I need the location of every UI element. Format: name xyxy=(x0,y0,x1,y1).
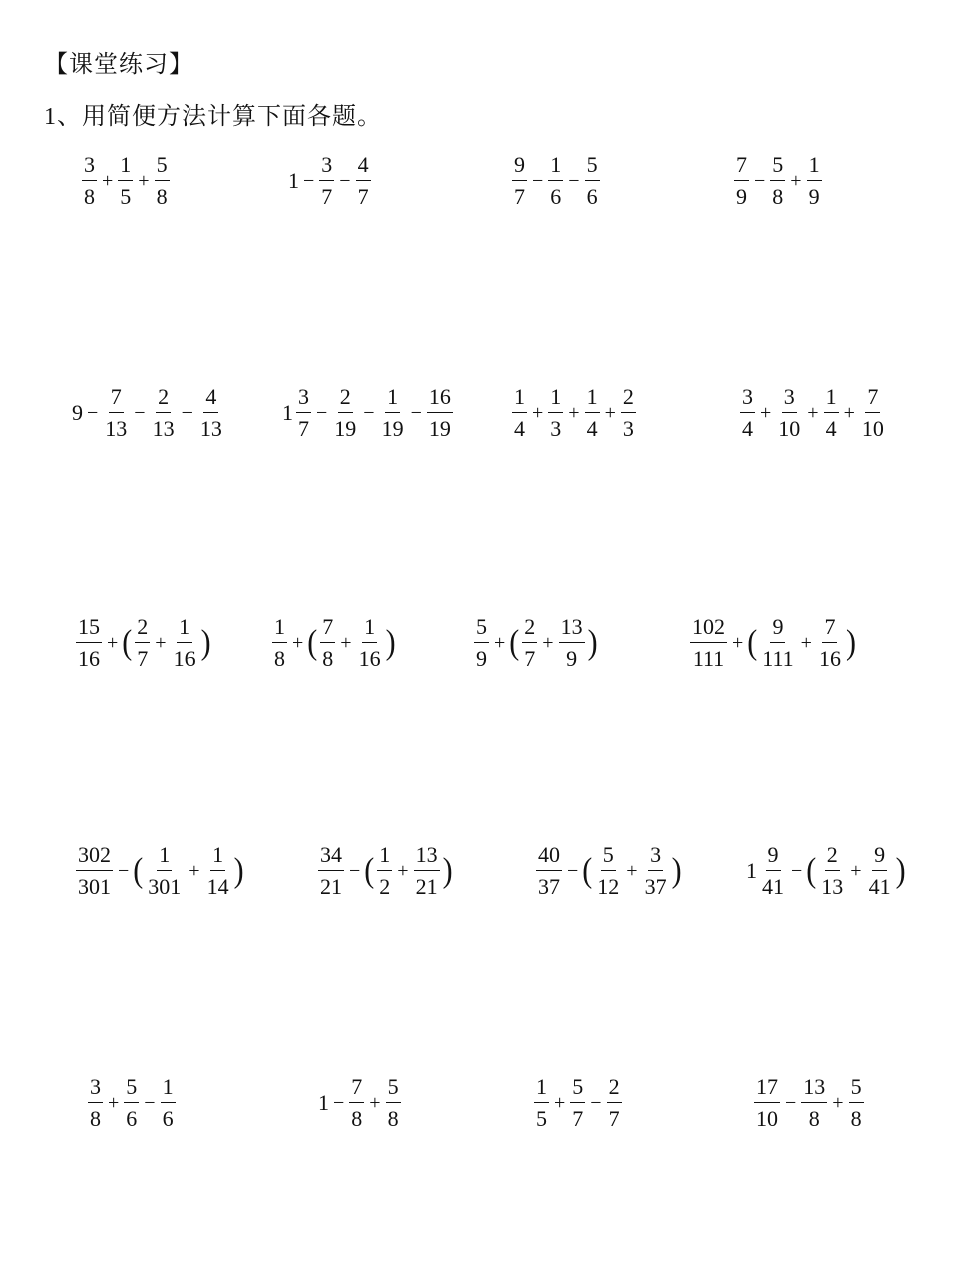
numerator: 5 xyxy=(386,1076,401,1103)
numerator: 3 xyxy=(82,154,97,181)
operator: − xyxy=(568,170,580,192)
denominator: 8 xyxy=(156,184,168,209)
fraction xyxy=(356,154,371,208)
numerator: 34 xyxy=(318,844,344,871)
operator: + xyxy=(107,632,119,654)
problem-13 xyxy=(74,844,245,898)
operator: − xyxy=(363,402,375,424)
numerator: 2 xyxy=(135,616,150,643)
whole-number: 1 xyxy=(746,858,757,883)
numerator: 102 xyxy=(690,616,727,643)
numerator: 7 xyxy=(734,154,749,181)
denominator: 7 xyxy=(608,1106,620,1131)
parenthesis: ) xyxy=(200,623,211,662)
operator: + xyxy=(832,1092,844,1114)
fraction xyxy=(867,844,893,898)
operator: + xyxy=(397,860,409,882)
fraction xyxy=(319,154,334,208)
denominator: 4 xyxy=(825,416,837,441)
numerator: 13 xyxy=(801,1076,827,1103)
fraction xyxy=(643,844,669,898)
numerator: 16 xyxy=(427,386,453,413)
problem-18 xyxy=(318,1076,403,1130)
denominator: 5 xyxy=(536,1106,547,1131)
fraction xyxy=(690,616,727,670)
operator: − xyxy=(349,860,361,882)
parenthesis: ) xyxy=(385,623,396,662)
fraction xyxy=(427,386,453,440)
operator: + xyxy=(108,1092,120,1114)
denominator: 19 xyxy=(428,416,451,441)
parenthesis: ) xyxy=(845,623,856,662)
denominator: 14 xyxy=(206,874,229,899)
fraction xyxy=(824,386,839,440)
fraction xyxy=(414,844,440,898)
denominator: 13 xyxy=(105,416,128,441)
exercise-instruction: 1、用简便方法计算下面各题。 xyxy=(44,104,382,130)
fraction xyxy=(205,844,231,898)
problem-10 xyxy=(270,616,397,670)
fraction xyxy=(357,616,383,670)
fraction xyxy=(760,844,786,898)
denominator: 6 xyxy=(586,184,598,209)
fraction xyxy=(377,844,392,898)
fraction xyxy=(124,1076,139,1130)
fraction xyxy=(559,616,585,670)
denominator: 8 xyxy=(850,1106,862,1131)
denominator: 41 xyxy=(762,874,784,899)
whole-number: 1 xyxy=(282,400,293,425)
denominator: 41 xyxy=(868,874,891,899)
denominator: 8 xyxy=(274,646,285,671)
fraction xyxy=(734,154,749,208)
operator: + xyxy=(494,632,506,654)
numerator: 5 xyxy=(601,844,616,871)
fraction xyxy=(595,844,621,898)
numerator: 17 xyxy=(754,1076,780,1103)
operator: − xyxy=(567,860,579,882)
operator: − xyxy=(144,1092,156,1114)
numerator: 4 xyxy=(356,154,371,181)
denominator: 19 xyxy=(334,416,357,441)
fraction xyxy=(776,386,802,440)
denominator: 9 xyxy=(566,646,578,671)
denominator: 301 xyxy=(148,874,182,899)
operator: − xyxy=(532,170,544,192)
denominator: 5 xyxy=(120,184,132,209)
denominator: 8 xyxy=(772,184,784,209)
fraction xyxy=(349,1076,364,1130)
fraction xyxy=(161,1076,176,1130)
denominator: 10 xyxy=(861,416,884,441)
denominator: 8 xyxy=(387,1106,399,1131)
fraction xyxy=(155,154,170,208)
fraction xyxy=(320,616,335,670)
fraction xyxy=(76,844,113,898)
operator: − xyxy=(316,402,328,424)
denominator: 9 xyxy=(476,646,487,671)
fraction xyxy=(860,386,886,440)
denominator: 7 xyxy=(514,184,525,209)
problem-1 xyxy=(80,154,172,208)
parenthesis: ) xyxy=(671,851,682,890)
problem-9 xyxy=(74,616,212,670)
operator: − xyxy=(791,860,803,882)
operator: − xyxy=(118,860,130,882)
numerator: 2 xyxy=(607,1076,622,1103)
fraction xyxy=(585,154,600,208)
numerator: 5 xyxy=(849,1076,864,1103)
fraction xyxy=(88,1076,103,1130)
numerator: 5 xyxy=(585,154,600,181)
numerator: 7 xyxy=(320,616,335,643)
numerator: 1 xyxy=(548,154,563,181)
numerator: 7 xyxy=(865,386,880,413)
numerator: 1 xyxy=(548,386,563,413)
fraction xyxy=(474,616,489,670)
numerator: 1 xyxy=(534,1076,549,1103)
operator: + xyxy=(800,632,812,654)
fraction xyxy=(332,386,358,440)
operator: − xyxy=(410,402,422,424)
fraction xyxy=(570,1076,585,1130)
numerator: 3 xyxy=(296,386,311,413)
operator: + xyxy=(732,632,744,654)
numerator: 1 xyxy=(272,616,287,643)
fraction xyxy=(272,616,287,670)
fraction xyxy=(534,1076,549,1130)
fraction xyxy=(296,386,311,440)
numerator: 40 xyxy=(536,844,562,871)
denominator: 4 xyxy=(514,416,525,441)
parenthesis: ) xyxy=(233,851,244,890)
denominator: 8 xyxy=(84,184,95,209)
fraction xyxy=(536,844,562,898)
whole-number: 9 xyxy=(72,400,83,425)
numerator: 1 xyxy=(210,844,225,871)
operator: + xyxy=(626,860,638,882)
operator: + xyxy=(850,860,862,882)
problem-7 xyxy=(510,386,638,440)
fraction xyxy=(770,154,785,208)
operator: + xyxy=(807,402,819,424)
numerator: 9 xyxy=(766,844,781,871)
operator: + xyxy=(188,860,200,882)
denominator: 16 xyxy=(358,646,381,671)
denominator: 16 xyxy=(173,646,196,671)
denominator: 21 xyxy=(320,874,342,899)
fraction xyxy=(849,1076,864,1130)
operator: − xyxy=(181,402,193,424)
numerator: 4 xyxy=(203,386,218,413)
denominator: 6 xyxy=(162,1106,174,1131)
operator: − xyxy=(333,1092,345,1114)
denominator: 16 xyxy=(78,646,100,671)
fraction xyxy=(151,386,177,440)
denominator: 19 xyxy=(381,416,404,441)
problem-2 xyxy=(288,154,373,208)
fraction xyxy=(740,386,755,440)
problem-11 xyxy=(472,616,599,670)
operator: − xyxy=(339,170,351,192)
parenthesis: ) xyxy=(587,623,598,662)
denominator: 37 xyxy=(538,874,560,899)
numerator: 13 xyxy=(559,616,585,643)
parenthesis: ( xyxy=(582,851,593,890)
problem-12 xyxy=(688,616,857,670)
denominator: 3 xyxy=(622,416,634,441)
fraction xyxy=(146,844,183,898)
whole-number: 1 xyxy=(288,168,299,193)
denominator: 37 xyxy=(644,874,667,899)
numerator: 3 xyxy=(648,844,663,871)
numerator: 5 xyxy=(770,154,785,181)
parenthesis: ( xyxy=(806,851,817,890)
numerator: 1 xyxy=(377,844,392,871)
denominator: 7 xyxy=(321,184,333,209)
fraction xyxy=(807,154,822,208)
numerator: 3 xyxy=(319,154,334,181)
numerator: 2 xyxy=(522,616,537,643)
fraction xyxy=(118,154,133,208)
denominator: 10 xyxy=(778,416,801,441)
denominator: 7 xyxy=(524,646,536,671)
numerator: 7 xyxy=(109,386,124,413)
problem-20 xyxy=(752,1076,866,1130)
numerator: 2 xyxy=(338,386,353,413)
numerator: 7 xyxy=(822,616,837,643)
problem-5 xyxy=(72,386,226,440)
numerator: 3 xyxy=(88,1076,103,1103)
operator: + xyxy=(542,632,554,654)
denominator: 7 xyxy=(298,416,309,441)
fraction xyxy=(512,154,527,208)
numerator: 1 xyxy=(585,386,600,413)
fraction xyxy=(548,386,563,440)
fraction xyxy=(172,616,198,670)
fraction xyxy=(522,616,537,670)
parenthesis: ( xyxy=(364,851,375,890)
operator: + xyxy=(102,170,114,192)
operator: + xyxy=(604,402,616,424)
parenthesis: ( xyxy=(133,851,144,890)
denominator: 21 xyxy=(415,874,438,899)
numerator: 13 xyxy=(414,844,440,871)
denominator: 9 xyxy=(736,184,747,209)
denominator: 13 xyxy=(821,874,844,899)
numerator: 1 xyxy=(385,386,400,413)
fraction xyxy=(135,616,150,670)
operator: − xyxy=(754,170,766,192)
denominator: 8 xyxy=(322,646,334,671)
problem-6 xyxy=(282,386,455,440)
numerator: 1 xyxy=(161,1076,176,1103)
parenthesis: ( xyxy=(122,623,133,662)
fraction xyxy=(819,844,845,898)
problem-16 xyxy=(746,844,907,898)
numerator: 9 xyxy=(512,154,527,181)
denominator: 2 xyxy=(379,874,391,899)
operator: + xyxy=(155,632,167,654)
fraction xyxy=(76,616,102,670)
numerator: 5 xyxy=(474,616,489,643)
numerator: 302 xyxy=(76,844,113,871)
fraction xyxy=(754,1076,780,1130)
denominator: 8 xyxy=(808,1106,820,1131)
denominator: 13 xyxy=(152,416,175,441)
denominator: 10 xyxy=(756,1106,778,1131)
parenthesis: ( xyxy=(747,623,758,662)
fraction xyxy=(512,386,527,440)
parenthesis: ) xyxy=(442,851,453,890)
fraction xyxy=(817,616,843,670)
denominator: 7 xyxy=(572,1106,584,1131)
problem-17 xyxy=(86,1076,178,1130)
fraction xyxy=(198,386,224,440)
numerator: 2 xyxy=(825,844,840,871)
operator: − xyxy=(303,170,315,192)
fraction xyxy=(103,386,129,440)
fraction xyxy=(585,386,600,440)
operator: + xyxy=(760,402,772,424)
fraction xyxy=(318,844,344,898)
denominator: 4 xyxy=(586,416,598,441)
fraction xyxy=(386,1076,401,1130)
operator: − xyxy=(87,402,99,424)
operator: + xyxy=(369,1092,381,1114)
operator: − xyxy=(785,1092,797,1114)
numerator: 1 xyxy=(807,154,822,181)
operator: + xyxy=(340,632,352,654)
numerator: 15 xyxy=(76,616,102,643)
operator: + xyxy=(292,632,304,654)
numerator: 9 xyxy=(770,616,785,643)
denominator: 8 xyxy=(90,1106,101,1131)
numerator: 5 xyxy=(124,1076,139,1103)
denominator: 111 xyxy=(692,646,725,671)
problem-14 xyxy=(316,844,454,898)
numerator: 1 xyxy=(362,616,377,643)
problem-19 xyxy=(532,1076,624,1130)
fraction xyxy=(82,154,97,208)
fraction xyxy=(380,386,406,440)
denominator: 4 xyxy=(742,416,753,441)
numerator: 5 xyxy=(570,1076,585,1103)
denominator: 16 xyxy=(818,646,841,671)
denominator: 8 xyxy=(351,1106,363,1131)
numerator: 2 xyxy=(156,386,171,413)
denominator: 9 xyxy=(808,184,820,209)
parenthesis: ( xyxy=(509,623,520,662)
numerator: 3 xyxy=(740,386,755,413)
numerator: 7 xyxy=(349,1076,364,1103)
operator: + xyxy=(138,170,150,192)
denominator: 3 xyxy=(550,416,562,441)
fraction xyxy=(621,386,636,440)
numerator: 3 xyxy=(782,386,797,413)
denominator: 6 xyxy=(126,1106,138,1131)
problem-8 xyxy=(738,386,888,440)
numerator: 1 xyxy=(512,386,527,413)
denominator: 301 xyxy=(78,874,111,899)
parenthesis: ) xyxy=(895,851,906,890)
problem-3 xyxy=(510,154,602,208)
parenthesis: ( xyxy=(307,623,318,662)
denominator: 12 xyxy=(597,874,620,899)
numerator: 1 xyxy=(824,386,839,413)
fraction xyxy=(760,616,795,670)
numerator: 9 xyxy=(872,844,887,871)
numerator: 5 xyxy=(155,154,170,181)
numerator: 1 xyxy=(177,616,192,643)
operator: − xyxy=(590,1092,602,1114)
operator: + xyxy=(790,170,802,192)
operator: − xyxy=(134,402,146,424)
numerator: 2 xyxy=(621,386,636,413)
numerator: 1 xyxy=(157,844,172,871)
denominator: 13 xyxy=(199,416,222,441)
problem-15 xyxy=(534,844,683,898)
whole-number: 1 xyxy=(318,1090,329,1115)
denominator: 7 xyxy=(137,646,149,671)
numerator: 1 xyxy=(118,154,133,181)
operator: + xyxy=(843,402,855,424)
fraction xyxy=(548,154,563,208)
operator: + xyxy=(568,402,580,424)
fraction xyxy=(801,1076,827,1130)
fraction xyxy=(607,1076,622,1130)
problem-4 xyxy=(732,154,824,208)
operator: + xyxy=(532,402,544,424)
denominator: 111 xyxy=(762,646,794,671)
operator: + xyxy=(554,1092,566,1114)
section-heading: 【课堂练习】 xyxy=(44,52,194,78)
denominator: 7 xyxy=(357,184,369,209)
denominator: 6 xyxy=(550,184,562,209)
